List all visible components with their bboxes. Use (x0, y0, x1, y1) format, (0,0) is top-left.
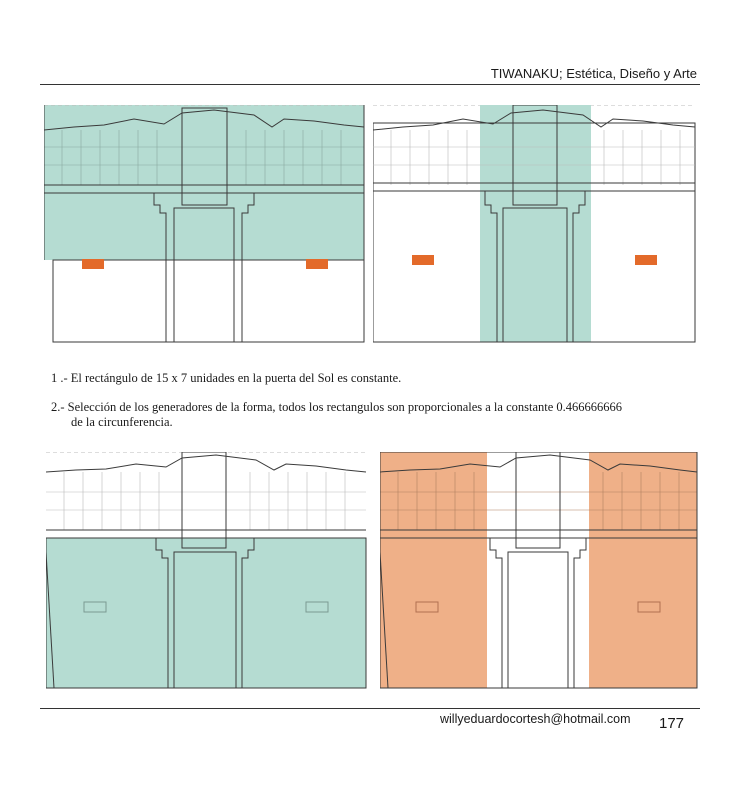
footer-email: willyeduardocortesh@hotmail.com (440, 712, 631, 726)
page-header-title: TIWANAKU; Estética, Diseño y Arte (490, 66, 697, 81)
page-number: 177 (659, 715, 685, 732)
caption-item-2-line-1: 2.- Selección de los generadores de la forma, todos los rectangulos son proporcionales a la constante 0.466666666 (51, 400, 623, 414)
figure-1 (44, 105, 366, 345)
footer-rule (40, 708, 700, 709)
figure-2 (373, 105, 698, 345)
header-rule (40, 84, 700, 85)
figure-3 (46, 452, 368, 692)
caption-item-2-line-2: de la circunferencia. (71, 415, 173, 429)
caption-item-1: 1 .- El rectángulo de 15 x 7 unidades en la puerta del Sol es constante. (51, 371, 402, 385)
caption-item-2 (51, 400, 711, 430)
figure-4 (380, 452, 700, 692)
